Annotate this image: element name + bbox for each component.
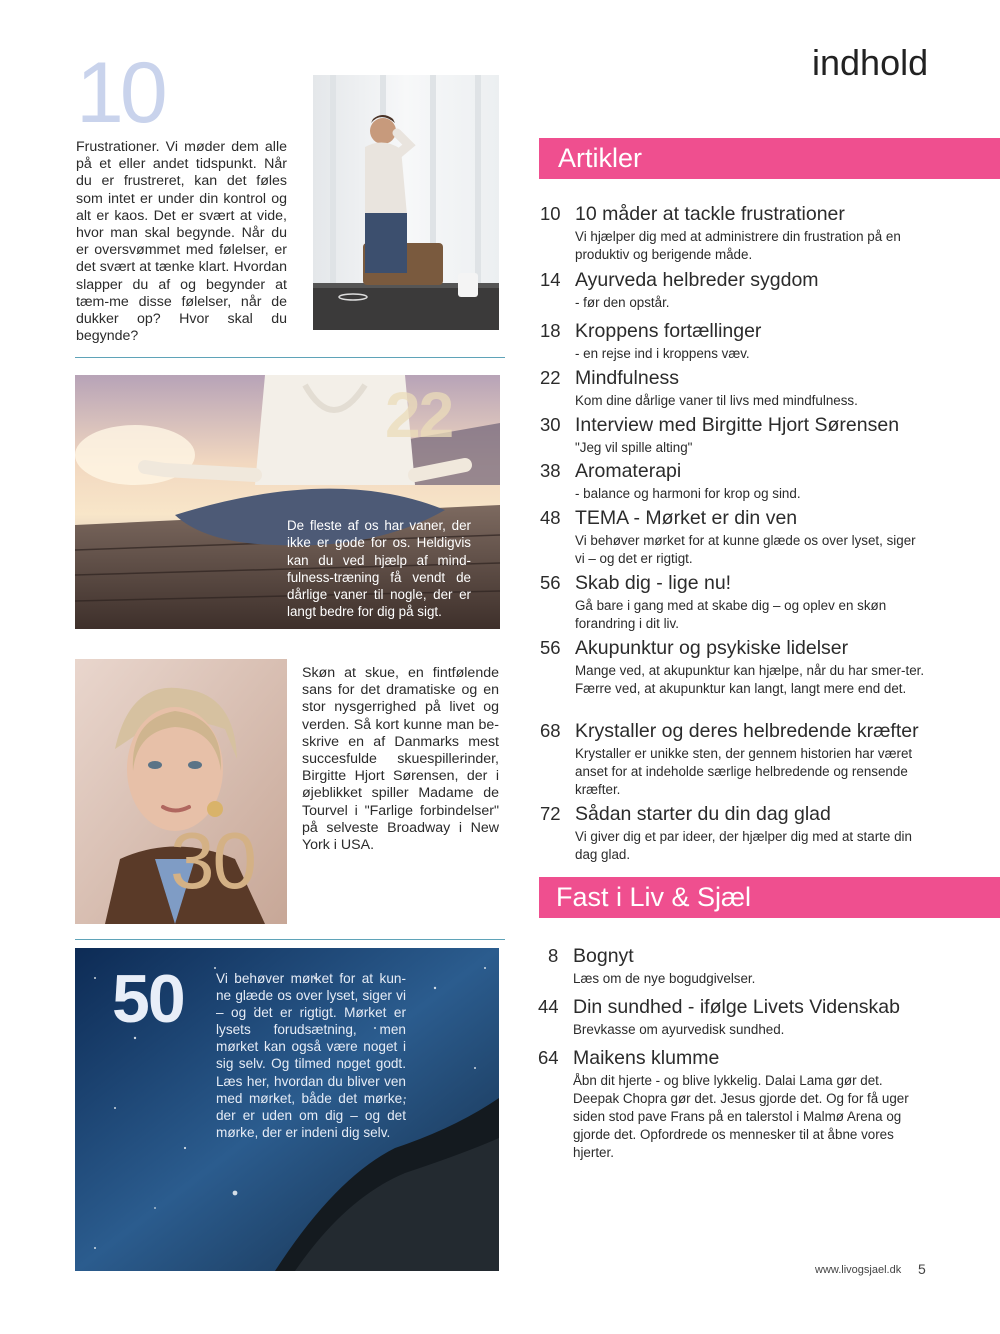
feature-10-text: Frustrationer. Vi møder dem alle på et eller andet tidspunkt. Når du er frustreret, kan det føles som intet er under din kontrol og alt er kaos. Det er svært at vide, hvor man skal begynde. Når du er oversvømmet med følelser, er det svært at tænke klart. Hvordan slapper du af og begynder at tæm-me disse følelser, når de dukker op? Hvor skal du begynde? <box>76 139 287 345</box>
toc-description: Læs om de nye bogudgivelser. <box>573 971 756 986</box>
footer-url[interactable]: www.livogsjael.dk <box>815 1264 902 1276</box>
toc-description: Vi giver dig et par ideer, der hjælper dig med at starte din dag glad. <box>575 829 912 862</box>
toc-title: Sådan starter du din dag glad <box>575 803 831 825</box>
toc-title: Din sundhed - ifølge Livets Videnskab <box>573 996 900 1018</box>
toc-page: 8 <box>548 945 559 966</box>
toc-page: 18 <box>540 320 561 341</box>
toc-page: 14 <box>540 269 561 290</box>
toc-description: "Jeg vil spille alting" <box>575 440 693 455</box>
toc-title: Skab dig - lige nu! <box>575 572 732 594</box>
feature-30-text: Skøn at skue, en fintfølende sans for det dramatiske og en stor nysgerrighed på livet og verden. Så kort kunne man be-skrive en af Danmarks mest succesfulde skuespillerinder, Birgitte Hjort Sørensen, der i øjeblikket spiller Madame de Tourvel i "Farlige forbindelser" på selveste Broadway i New York i USA. <box>302 665 499 854</box>
toc-title: Interview med Birgitte Hjort Sørensen <box>575 414 900 436</box>
toc-page: 22 <box>540 367 561 388</box>
toc-title: Kroppens fortællinger <box>575 320 762 342</box>
frustrated-woman-image <box>313 75 499 330</box>
toc-description: Brevkasse om ayurvedisk sundhed. <box>573 1022 785 1037</box>
toc-description: - før den opstår. <box>575 295 670 310</box>
toc-page: 10 <box>540 203 561 224</box>
toc-page: 44 <box>538 996 559 1017</box>
section-divider <box>75 357 505 358</box>
page-number: 5 <box>918 1261 926 1277</box>
toc-title: Maikens klumme <box>573 1047 720 1069</box>
toc-title: TEMA - Mørket er din ven <box>575 507 798 529</box>
toc-title: Mindfulness <box>575 367 680 389</box>
articles-banner <box>539 138 1000 179</box>
fixed-sections-heading: Fast i Liv & Sjæl <box>556 882 752 912</box>
feature-30-number: 30 <box>170 816 255 905</box>
feature-10-number: 10 <box>76 45 164 141</box>
toc-title: Aromaterapi <box>575 460 682 482</box>
toc-title: Ayurveda helbreder sygdom <box>575 269 819 291</box>
toc-description: Krystaller er unikke sten, der gennem historien har været anset for at indeholde særlige helbredende og rensende kræfter. <box>575 746 913 797</box>
toc-page: 30 <box>540 414 561 435</box>
feature-50-number: 50 <box>112 961 184 1037</box>
toc-page: 56 <box>540 637 561 658</box>
toc-page: 56 <box>540 572 561 593</box>
articles-heading: Artikler <box>558 143 643 173</box>
toc-description: Gå bare i gang med at skabe dig – og oplev en skøn forandring i dit liv. <box>575 598 887 631</box>
toc-title: Bognyt <box>573 945 634 967</box>
toc-description: - balance og harmoni for krop og sind. <box>575 486 801 501</box>
toc-page: 68 <box>540 720 561 741</box>
toc-page: 38 <box>540 460 561 481</box>
feature-10-photo[interactable] <box>313 75 499 330</box>
feature-22-number: 22 <box>385 379 453 451</box>
toc-description: Mange ved, at akupunktur kan hjælpe, når du har smer-ter. Færre ved, at akupunktur kan langt, langt mere end det. <box>575 663 925 696</box>
toc-description: - en rejse ind i kroppens væv. <box>575 346 750 361</box>
toc-page: 72 <box>540 803 561 824</box>
fixed-sections-banner <box>539 877 1000 918</box>
toc-page: 48 <box>540 507 561 528</box>
feature-50-text: Vi behøver mørket for at kun-ne glæde os over lyset, siger vi – og det er rigtigt. Mørket er lysets forudsætning, men mørket kan også være noget i sig selv. Og tilmed noget godt. Læs her, hvordan du bliver ven med mørket, både det mørke, der er uden om dig – og det mørke, der er indeni dig selv. <box>216 971 406 1140</box>
toc-description: Kom dine dårlige vaner til livs med mindfulness. <box>575 393 858 408</box>
toc-title: Krystaller og deres helbredende kræfter <box>575 720 919 742</box>
toc-description: Åbn dit hjerte - og blive lykkelig. Dalai Lama gør det. Deepak Chopra gør det. Jesus gjorde det. Og for få uger siden stod pave Frans på en talerstol i Malmø Arena og gjorde det. Opfordrede os mennesker til at åbne vores hjerter. <box>573 1073 909 1160</box>
section-divider <box>75 939 505 940</box>
page-title: indhold <box>812 42 929 83</box>
feature-22-text: De fleste af os har vaner, der ikke er gode for os. Heldigvis kan du ved hjælp af mind-fulness-træning få vendt de dårlige vaner til nogle, der er langt bedre for dig på sigt. <box>287 518 471 620</box>
toc-title: Akupunktur og psykiske lidelser <box>575 637 849 659</box>
toc-description: Vi behøver mørket for at kunne glæde os over lyset, siger vi – og det er rigtigt. <box>575 533 916 566</box>
toc-page: 64 <box>538 1047 559 1068</box>
toc-description: Vi hjælper dig med at administrere din frustration på en produktiv og berigende måde. <box>575 229 901 262</box>
toc-title: 10 måder at tackle frustrationer <box>575 203 845 225</box>
